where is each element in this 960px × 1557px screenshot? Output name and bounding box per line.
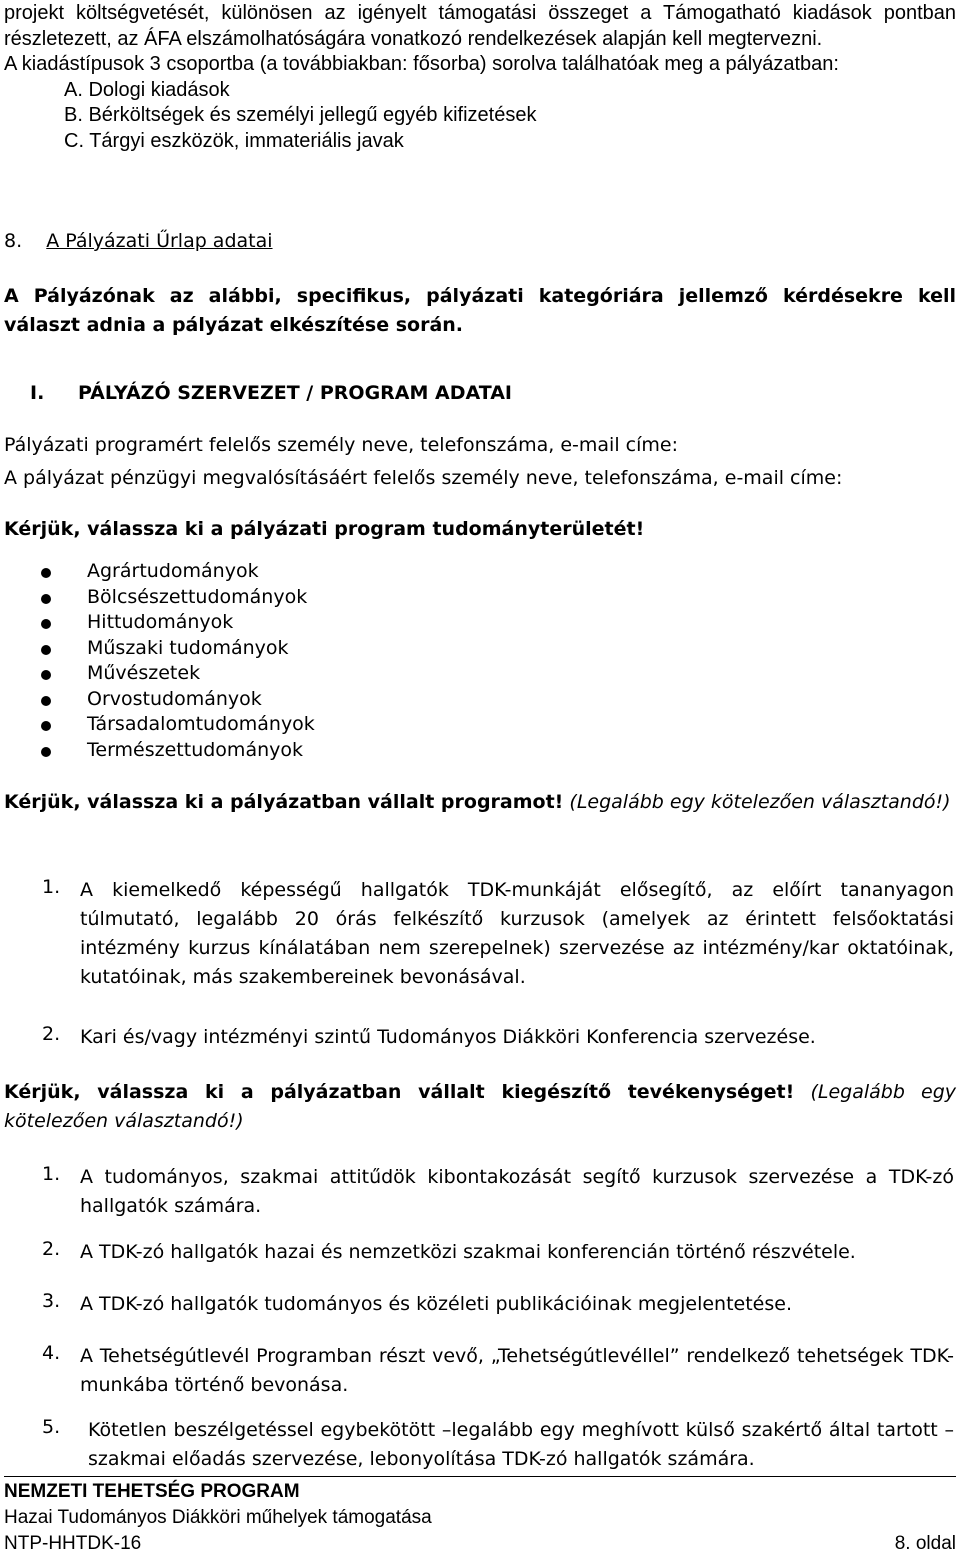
activity-number: 1. xyxy=(42,1163,61,1185)
program-number: 1. xyxy=(42,876,61,898)
section-i-number: I. xyxy=(30,382,45,404)
activity-question-note: (Legalább egy kötelezően választandó!) xyxy=(4,1081,957,1132)
category-a: A. Dologi kiadások xyxy=(64,78,230,101)
activity-item: A Tehetségútlevél Programban részt vevő, „Tehetségútlevéllel” rendelkező tehetségek TDK-munkába történő bevonása. xyxy=(80,1345,954,1396)
bullet-icon xyxy=(41,645,51,655)
activity-item: A tudományos, szakmai attitűdök kibontakozását segítő kurzusok szervezése a TDK-zó hallgatók számára. xyxy=(80,1166,954,1217)
field-item: Bölcsészettudományok xyxy=(87,586,308,608)
section-i-title: PÁLYÁZÓ SZERVEZET / PROGRAM ADATAI xyxy=(78,382,512,404)
activity-number: 2. xyxy=(42,1238,61,1260)
activity-number: 5. xyxy=(42,1416,61,1438)
activity-question xyxy=(4,1078,956,1136)
field-item: Műszaki tudományok xyxy=(87,637,289,659)
field-question: Kérjük, válassza ki a pályázati program tudományterületét! xyxy=(4,518,645,540)
intro-paragraph-categories: A kiadástípusok 3 csoportba (a továbbiakban: fősorba) sorolva találhatóak meg a pályázatban: xyxy=(4,53,839,75)
intro-block xyxy=(4,1,956,154)
category-c: C. Tárgyi eszközök, immateriális javak xyxy=(64,129,404,152)
program-item: A kiemelkedő képességű hallgatók TDK-munkáját elősegítő, az előírt tananyagon túlmutató, legalább 20 órás felkészítő kurzusok (amelyek az érintett felsőoktatási intézmény kurzus kínálatában nem szerepelnek) szervezése az intézmény/kar oktatóinak, kutatóinak, más szakembereinek bevonásával. xyxy=(80,879,954,988)
footer-program: NEMZETI TEHETSÉG PROGRAM xyxy=(4,1481,300,1502)
financial-responsible-line: A pályázat pénzügyi megvalósításáért felelős személy neve, telefonszáma, e-mail címe: xyxy=(4,467,843,489)
field-item: Természettudományok xyxy=(87,739,303,761)
bullet-icon xyxy=(41,619,51,629)
field-item: Agrártudományok xyxy=(87,560,259,582)
section-8-heading xyxy=(4,230,273,252)
bullet-icon xyxy=(41,747,51,757)
footer-subtitle: Hazai Tudományos Diákköri műhelyek támogatása xyxy=(4,1507,432,1528)
bullet-icon xyxy=(41,594,51,604)
activity-number: 4. xyxy=(42,1342,61,1364)
field-item: Művészetek xyxy=(87,662,201,684)
field-item: Társadalomtudományok xyxy=(87,713,315,735)
section-8-title: A Pályázati Űrlap adatai xyxy=(46,230,273,252)
section-i-heading xyxy=(4,382,512,404)
field-item: Hittudományok xyxy=(87,611,234,633)
footer-page-number: 8. oldal xyxy=(894,1533,956,1554)
activity-item: A TDK-zó hallgatók hazai és nemzetközi szakmai konferencián történő részvétele. xyxy=(80,1241,856,1263)
activity-number: 3. xyxy=(42,1290,61,1312)
responsible-person-line: Pályázati programért felelős személy neve, telefonszáma, e-mail címe: xyxy=(4,434,678,456)
footer-divider xyxy=(4,1476,956,1477)
activity-item: A TDK-zó hallgatók tudományos és közéleti publikációinak megjelentetése. xyxy=(80,1293,792,1315)
program-question-note: (Legalább egy kötelezően választandó!) xyxy=(569,791,951,813)
category-b: B. Bérköltségek és személyi jellegű egyéb kifizetések xyxy=(64,104,537,126)
field-item: Orvostudományok xyxy=(87,688,262,710)
section-8-number: 8. xyxy=(4,230,23,252)
activity-question-text: Kérjük, válassza ki a pályázatban vállalt kiegészítő tevékenységet! xyxy=(4,1081,795,1103)
bullet-icon xyxy=(41,568,51,578)
program-question-text: Kérjük, válassza ki a pályázatban vállalt programot! xyxy=(4,791,564,813)
program-question xyxy=(4,788,956,817)
intro-paragraph-budget: projekt költségvetését, különösen az igényelt támogatási összeget a Támogatható kiadások pontban részletezett, az ÁFA elszámolhatóságára vonatkozó rendelkezések alapján kell megtervezni. xyxy=(4,2,956,50)
activity-item: Kötetlen beszélgetéssel egybekötött –legalább egy meghívott külső szakértő által tartott – szakmai előadás szervezése, lebonyolítása TDK-zó hallgatók számára. xyxy=(88,1419,954,1470)
bullet-icon xyxy=(41,696,51,706)
program-number: 2. xyxy=(42,1023,61,1045)
program-item: Kari és/vagy intézményi szintű Tudományos Diákköri Konferencia szervezése. xyxy=(80,1026,816,1048)
bullet-icon xyxy=(41,721,51,731)
bullet-icon xyxy=(41,670,51,680)
footer-code: NTP-HHTDK-16 xyxy=(4,1533,142,1554)
section-8-intro: A Pályázónak az alábbi, specifikus, pályázati kategóriára jellemző kérdésekre kell választ adnia a pályázat elkészítése során. xyxy=(4,285,956,336)
